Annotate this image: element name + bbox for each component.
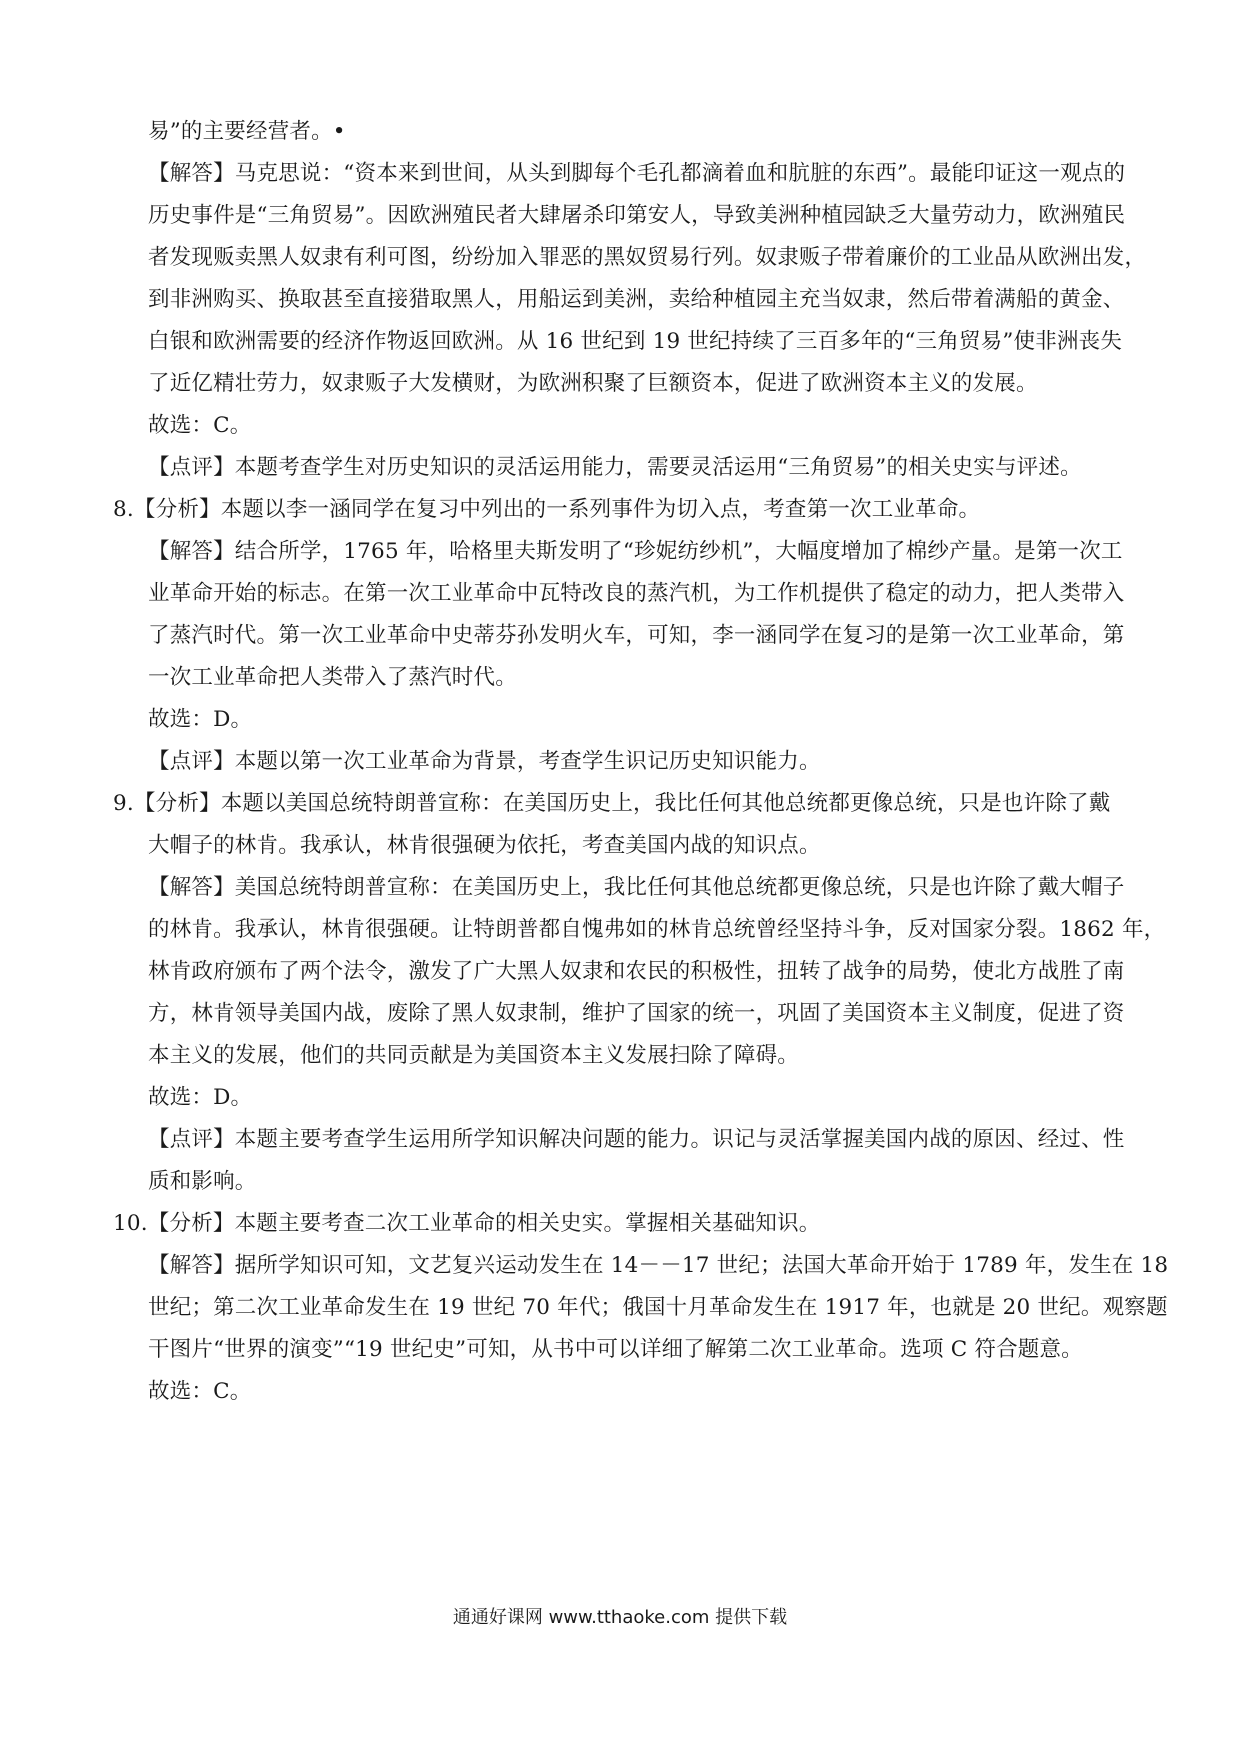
text-line: 故选：D。: [148, 707, 253, 732]
text-line: 了近亿精壮劳力，奴隶贩子大发横财，为欧洲积聚了巨额资本，促进了欧洲资本主义的发展。: [148, 371, 1038, 396]
text-line: 的林肯。我承认，林肯很强硬。让特朗普都自愧弗如的林肯总统曾经坚持斗争，反对国家分裂。1862 年，: [148, 917, 1166, 942]
text-line: 【解答】马克思说：“资本来到世间，从头到脚每个毛孔都滴着血和肮脏的东西”。最能印证这一观点的: [148, 161, 1126, 186]
text-line: 【解答】美国总统特朗普宣称：在美国历史上，我比任何其他总统都更像总统，只是也许除了戴大帽子: [148, 875, 1125, 900]
text-line: 到非洲购买、换取甚至直接猎取黑人，用船运到美洲，卖给种植园主充当奴隶，然后带着满船的黄金、: [148, 287, 1125, 312]
text-line: 故选：D。: [148, 1085, 253, 1110]
text-line: 了蒸汽时代。第一次工业革命中史蒂芬孙发明火车，可知，李一涵同学在复习的是第一次工业革命，第: [148, 623, 1125, 648]
text-line: 【点评】本题考查学生对历史知识的灵活运用能力，需要灵活运用“三角贸易”的相关史实与评述。: [148, 455, 1082, 480]
text-line: 者发现贩卖黑人奴隶有利可图，纷纷加入罪恶的黑奴贸易行列。奴隶贩子带着廉价的工业品从欧洲出发，: [148, 245, 1147, 270]
text-line: 林肯政府颁布了两个法令，激发了广大黑人奴隶和农民的积极性，扭转了战争的局势，使北方战胜了南: [148, 959, 1125, 984]
text-line: 本主义的发展，他们的共同贡献是为美国资本主义发展扫除了障碍。: [148, 1043, 800, 1068]
text-line: 质和影响。: [148, 1169, 257, 1194]
text-line: 【点评】本题以第一次工业革命为背景，考查学生识记历史知识能力。: [148, 749, 821, 774]
question-line: 9.【分析】本题以美国总统特朗普宣称：在美国历史上，我比任何其他总统都更像总统，只是也许除了戴: [113, 791, 1111, 816]
text-line: 易”的主要经营者。•: [148, 119, 346, 144]
text-line: 业革命开始的标志。在第一次工业革命中瓦特改良的蒸汽机，为工作机提供了稳定的动力，把人类带入: [148, 581, 1125, 606]
text-line: 世纪；第二次工业革命发生在 19 世纪 70 年代；俄国十月革命发生在 1917 年，也就是 20 世纪。观察题: [148, 1295, 1168, 1320]
text-line: 故选：C。: [148, 413, 252, 438]
question-line: 10.【分析】本题主要考查二次工业革命的相关史实。掌握相关基础知识。: [113, 1211, 821, 1236]
text-line: 【解答】结合所学，1765 年，哈格里夫斯发明了“珍妮纺纱机”，大幅度增加了棉纱产量。是第一次工: [148, 539, 1123, 564]
text-line: 方，林肯领导美国内战，废除了黑人奴隶制，维护了国家的统一，巩固了美国资本主义制度，促进了资: [148, 1001, 1125, 1026]
text-line: 历史事件是“三角贸易”。因欧洲殖民者大肆屠杀印第安人，导致美洲种植园缺乏大量劳动力，欧洲殖民: [148, 203, 1126, 228]
text-line: 【点评】本题主要考查学生运用所学知识解决问题的能力。识记与灵活掌握美国内战的原因、经过、性: [148, 1127, 1125, 1152]
text-line: 干图片“世界的演变”“19 世纪史”可知，从书中可以详细了解第二次工业革命。选项 C 符合题意。: [148, 1337, 1083, 1362]
question-line: 8.【分析】本题以李一涵同学在复习中列出的一系列事件为切入点，考查第一次工业革命。: [113, 497, 981, 522]
text-line: 白银和欧洲需要的经济作物返回欧洲。从 16 世纪到 19 世纪持续了三百多年的“三角贸易”使非洲丧失: [148, 329, 1123, 354]
text-line: 故选：C。: [148, 1379, 252, 1404]
page-footer: 通通好课网 www.tthaoke.com 提供下载: [452, 1607, 788, 1628]
text-line: 大帽子的林肯。我承认，林肯很强硬为依托，考查美国内战的知识点。: [148, 833, 821, 858]
text-line: 【解答】据所学知识可知，文艺复兴运动发生在 14－－17 世纪；法国大革命开始于 1789 年，发生在 18: [148, 1253, 1169, 1278]
text-line: 一次工业革命把人类带入了蒸汽时代。: [148, 665, 517, 690]
